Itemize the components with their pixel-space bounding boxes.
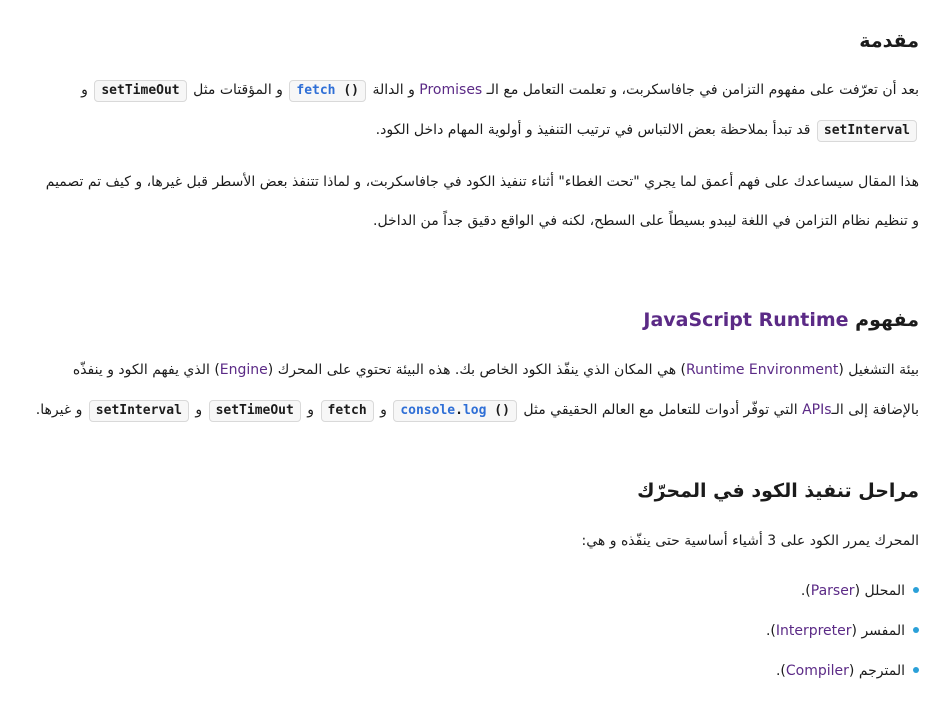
- runtime-heading-accent: JavaScript Runtime: [643, 309, 849, 331]
- runtime-paragraph-line-2: بالإضافة إلى الـAPIs التي توفّر أدوات للتعامل مع العالم الحقيقي مثل console.log () و fetch و setTimeOut و setInterval و غيرها.: [36, 400, 919, 422]
- promises-term: Promises: [419, 82, 483, 98]
- intro-paragraph2-line-1: هذا المقال سيساعدك على فهم أعمق لما يجري "تحت الغطاء" أثناء تنفيذ الكود في جافاسكربت، و لماذا تتنفذ بعض الأسطر قبل غيرها، و كيف تم تصميم: [45, 174, 919, 190]
- stages-heading: مراحل تنفيذ الكود في المحرّك: [637, 480, 919, 502]
- intro-text-e: قد تبدأ بملاحظة بعض الالتباس في ترتيب التنفيذ و أولوية المهام داخل الكود.: [375, 122, 815, 138]
- intro-paragraph-line-1: [81, 80, 919, 102]
- intro-text-c: و المؤقتات مثل: [188, 82, 288, 98]
- list-item: المحلل (Parser).: [801, 581, 919, 601]
- setinterval-api-code: setInterval: [89, 400, 189, 422]
- bullet-icon: [913, 627, 919, 633]
- console-log-code: console.log (): [393, 400, 517, 422]
- runtime-environment-term: Runtime Environment: [686, 362, 839, 378]
- engine-term: Engine: [219, 362, 268, 378]
- bullet-icon: [913, 667, 919, 673]
- intro-paragraph2-line-2: و تنظيم نظام التزامن في اللغة ليبدو بسيطاً على السطح، لكنه في الواقع دقيق جداً من الداخل.: [373, 213, 919, 229]
- runtime-paragraph-line-1: بيئة التشغيل (Runtime Environment) هي المكان الذي ينفّذ الكود الخاص بك. هذه البيئة تحتوي على المحرك (Engine) الذي يفهم الكود و ينفذّه: [72, 362, 919, 378]
- intro-text-d: و: [81, 82, 93, 98]
- list-item: المفسر (Interpreter).: [766, 621, 919, 641]
- setinterval-code: setInterval: [817, 120, 917, 142]
- settimeout-code: setTimeOut: [94, 80, 186, 102]
- intro-heading: مقدمة: [859, 30, 919, 52]
- intro-paragraph-line-2: [376, 120, 919, 142]
- compiler-term: Compiler: [785, 663, 849, 679]
- parser-term: Parser: [810, 583, 855, 599]
- apis-term: APIs: [802, 402, 832, 418]
- bullet-icon: [913, 587, 919, 593]
- settimeout-api-code: setTimeOut: [209, 400, 301, 422]
- fetch-api-code: fetch: [321, 400, 374, 422]
- intro-text-b: و الدالة: [368, 82, 420, 98]
- stages-intro: المحرك يمرر الكود على 3 أشياء أساسية حتى ينفّذه و هي:: [581, 533, 919, 549]
- list-item: المترجم (Compiler).: [776, 661, 919, 681]
- interpreter-term: Interpreter: [775, 623, 852, 639]
- runtime-heading: مفهوم JavaScript Runtime: [643, 309, 919, 331]
- fetch-code: fetch (): [289, 80, 366, 102]
- intro-text-a: بعد أن تعرّفت على مفهوم التزامن في جافاسكربت، و تعلمت التعامل مع الـ: [482, 82, 919, 98]
